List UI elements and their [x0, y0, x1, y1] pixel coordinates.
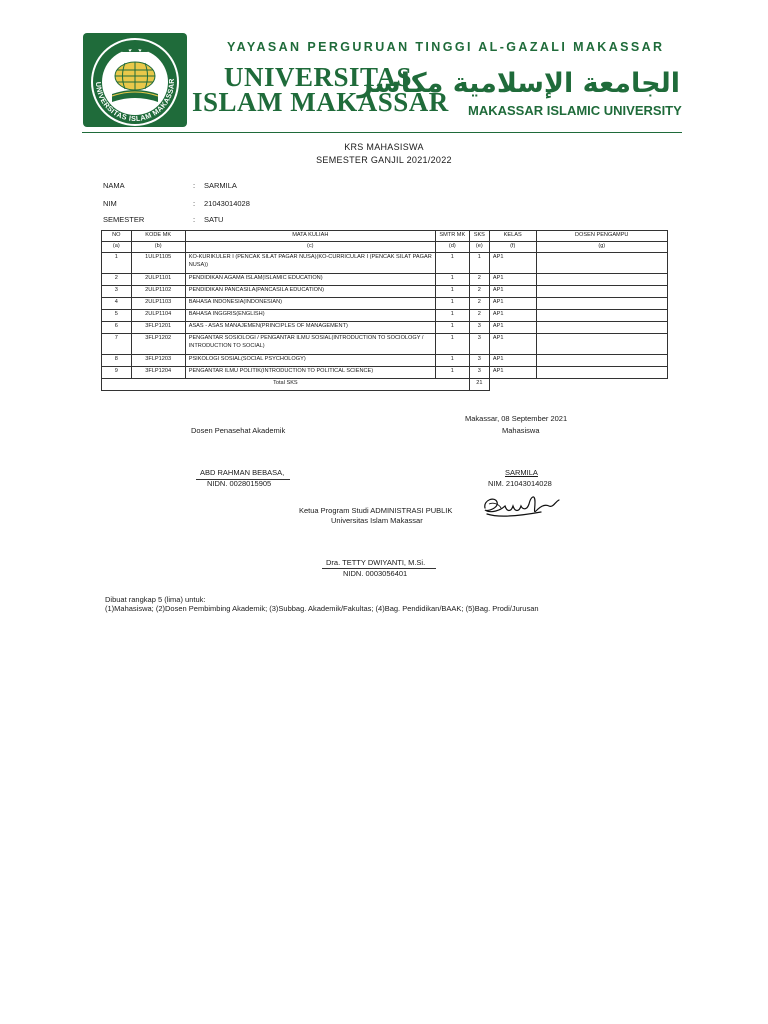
header-code-c: (c) — [185, 242, 435, 253]
header-code-d: (d) — [435, 242, 469, 253]
cell-dosen-pengampu — [536, 286, 667, 298]
cell-sks: 2 — [469, 274, 489, 286]
head-nidn: NIDN. 0003056401 — [343, 569, 408, 578]
cell-kelas: AP1 — [489, 253, 536, 274]
cell-mata-kuliah: PENDIDIKAN AGAMA ISLAM(ISLAMIC EDUCATION) — [185, 274, 435, 286]
cell-kelas: AP1 — [489, 298, 536, 310]
nama-value: SARMILA — [204, 181, 237, 190]
cell-kode-mk: 1ULP1105 — [131, 253, 185, 274]
cell-kelas: AP1 — [489, 310, 536, 322]
university-name-english: MAKASSAR ISLAMIC UNIVERSITY — [468, 103, 682, 118]
cell-mata-kuliah: KO-KURIKULER I (PENCAK SILAT PAGAR NUSA)(KO-CURRICULAR I (PENCAK SILAT PAGAR NUSA)) — [185, 253, 435, 274]
nama-colon: : — [193, 181, 196, 190]
total-sks-label: Total SKS — [102, 379, 470, 391]
table-row — [102, 253, 668, 274]
cell-mata-kuliah: BAHASA INDONESIA(INDONESIAN) — [185, 298, 435, 310]
advisor-role: Dosen Penasehat Akademik — [191, 426, 286, 435]
cell-dosen-pengampu — [536, 322, 667, 334]
nim-colon: : — [193, 199, 196, 208]
header-code-a: (a) — [102, 242, 132, 253]
cell-kelas: AP1 — [489, 322, 536, 334]
semester-title: SEMESTER GANJIL 2021/2022 — [316, 155, 452, 165]
cell-smtr-mk: 1 — [435, 334, 469, 355]
cell-mata-kuliah: PSIKOLOGI SOSIAL(SOCIAL PSYCHOLOGY) — [185, 355, 435, 367]
cell-smtr-mk: 1 — [435, 298, 469, 310]
header-no: NO — [102, 231, 132, 242]
table-row — [102, 274, 668, 286]
table-header-row — [102, 231, 668, 242]
foundation-name: YAYASAN PERGURUAN TINGGI AL-GAZALI MAKASSAR — [227, 40, 665, 54]
header-dosen-pengampu: DOSEN PENGAMPU — [536, 231, 667, 242]
head-role-line1: Ketua Program Studi ADMINISTRASI PUBLIK — [299, 506, 453, 515]
cell-mata-kuliah: BAHASA INGGRIS(ENGLISH) — [185, 310, 435, 322]
cell-no: 6 — [102, 322, 132, 334]
cell-dosen-pengampu — [536, 334, 667, 355]
total-row-empty — [489, 379, 667, 391]
svg-text:UNIVERSITAS ISLAM MAKASSAR: UNIVERSITAS ISLAM MAKASSAR — [93, 78, 177, 124]
header-kelas: KELAS — [489, 231, 536, 242]
semester-label: SEMESTER — [103, 215, 145, 224]
cell-no: 7 — [102, 334, 132, 355]
cell-sks: 3 — [469, 334, 489, 355]
table-row — [102, 286, 668, 298]
total-sks-value: 21 — [469, 379, 489, 391]
advisor-name: ABD RAHMAN BEBASA, — [200, 468, 285, 477]
cell-sks: 1 — [469, 253, 489, 274]
header-mata-kuliah: MATA KULIAH — [185, 231, 435, 242]
nim-value: 21043014028 — [204, 199, 250, 208]
header-kode-mk: KODE MK — [131, 231, 185, 242]
header-code-f: (f) — [489, 242, 536, 253]
cell-kelas: AP1 — [489, 286, 536, 298]
cell-dosen-pengampu — [536, 253, 667, 274]
table-row — [102, 367, 668, 379]
semester-value: SATU — [204, 215, 224, 224]
student-signature — [479, 490, 561, 524]
cell-kelas: AP1 — [489, 355, 536, 367]
university-logo-icon — [82, 32, 188, 128]
cell-smtr-mk: 1 — [435, 253, 469, 274]
cell-no: 3 — [102, 286, 132, 298]
cell-dosen-pengampu — [536, 355, 667, 367]
cell-dosen-pengampu — [536, 298, 667, 310]
cell-sks: 2 — [469, 298, 489, 310]
cell-kelas: AP1 — [489, 274, 536, 286]
cell-kode-mk: 2ULP1101 — [131, 274, 185, 286]
header-code-b: (b) — [131, 242, 185, 253]
cell-dosen-pengampu — [536, 310, 667, 322]
cell-smtr-mk: 1 — [435, 286, 469, 298]
university-name-line2: ISLAM MAKASSAR — [192, 87, 449, 117]
table-row — [102, 355, 668, 367]
cell-kode-mk: 3FLP1201 — [131, 322, 185, 334]
cell-sks: 2 — [469, 310, 489, 322]
cell-kode-mk: 3FLP1203 — [131, 355, 185, 367]
header-code-e: (e) — [469, 242, 489, 253]
advisor-nidn: NIDN. 0028015905 — [207, 479, 272, 488]
table-header-codes-row — [102, 242, 668, 253]
cell-mata-kuliah: PENGANTAR SOSIOLOGI / PENGANTAR ILMU SOSIAL(INTRODUCTION TO SOCIOLOGY / INTRODUCTION TO SOCIAL) — [185, 334, 435, 355]
nim-label: NIM — [103, 199, 117, 208]
table-row — [102, 322, 668, 334]
letterhead — [82, 32, 682, 132]
cell-smtr-mk: 1 — [435, 322, 469, 334]
cell-kelas: AP1 — [489, 334, 536, 355]
student-role: Mahasiswa — [502, 426, 540, 435]
cell-kode-mk: 2ULP1103 — [131, 298, 185, 310]
svg-text:الجامعة الإسلامية مكاسر: الجامعة الإسلامية مكاسر — [357, 68, 680, 99]
cell-sks: 3 — [469, 322, 489, 334]
cell-dosen-pengampu — [536, 367, 667, 379]
nama-label: NAMA — [103, 181, 125, 190]
cell-mata-kuliah: PENDIDIKAN PANCASILA(PANCASILA EDUCATION) — [185, 286, 435, 298]
cell-no: 8 — [102, 355, 132, 367]
cell-no: 1 — [102, 253, 132, 274]
cell-smtr-mk: 1 — [435, 355, 469, 367]
header-smtr-mk: SMTR MK — [435, 231, 469, 242]
cell-mata-kuliah: ASAS - ASAS MANAJEMEN(PRINCIPLES OF MANAGEMENT) — [185, 322, 435, 334]
cell-sks: 3 — [469, 355, 489, 367]
cell-no: 9 — [102, 367, 132, 379]
head-role-line2: Universitas Islam Makassar — [331, 516, 423, 525]
university-name-line1: UNIVERSITAS — [224, 62, 413, 92]
cell-kode-mk: 2ULP1102 — [131, 286, 185, 298]
course-rows — [102, 253, 668, 379]
cell-kelas: AP1 — [489, 367, 536, 379]
cell-no: 2 — [102, 274, 132, 286]
cell-smtr-mk: 1 — [435, 310, 469, 322]
cell-sks: 2 — [469, 286, 489, 298]
cell-kode-mk: 3FLP1204 — [131, 367, 185, 379]
cell-dosen-pengampu — [536, 274, 667, 286]
header-sks: SKS — [469, 231, 489, 242]
table-row — [102, 298, 668, 310]
student-nim: NIM. 21043014028 — [488, 479, 552, 488]
arabic-wordmark — [357, 64, 682, 99]
table-row — [102, 310, 668, 322]
place-date: Makassar, 08 September 2021 — [465, 414, 568, 423]
cell-kode-mk: 2ULP1104 — [131, 310, 185, 322]
table-row — [102, 334, 668, 355]
head-name: Dra. TETTY DWIYANTI, M.Si. — [326, 558, 426, 567]
cell-no: 4 — [102, 298, 132, 310]
cell-mata-kuliah: PENGANTAR ILMU POLITIK(INTRODUCTION TO POLITICAL SCIENCE) — [185, 367, 435, 379]
cell-no: 5 — [102, 310, 132, 322]
cell-sks: 3 — [469, 367, 489, 379]
header-code-g: (g) — [536, 242, 667, 253]
course-table — [101, 230, 668, 391]
cell-smtr-mk: 1 — [435, 274, 469, 286]
semester-colon: : — [193, 215, 196, 224]
header-divider — [82, 132, 682, 133]
copies-distribution: (1)Mahasiswa; (2)Dosen Pembimbing Akademik; (3)Subbag. Akademik/Fakultas; (4)Bag. Pendidikan/BAAK; (5)Bag. Prodi/Jurusan — [105, 604, 539, 613]
total-row — [102, 379, 668, 391]
cell-smtr-mk: 1 — [435, 367, 469, 379]
document-title: KRS MAHASISWA — [344, 142, 424, 152]
cell-kode-mk: 3FLP1202 — [131, 334, 185, 355]
copies-note: Dibuat rangkap 5 (lima) untuk: — [105, 595, 206, 604]
student-name: SARMILA — [505, 468, 538, 477]
